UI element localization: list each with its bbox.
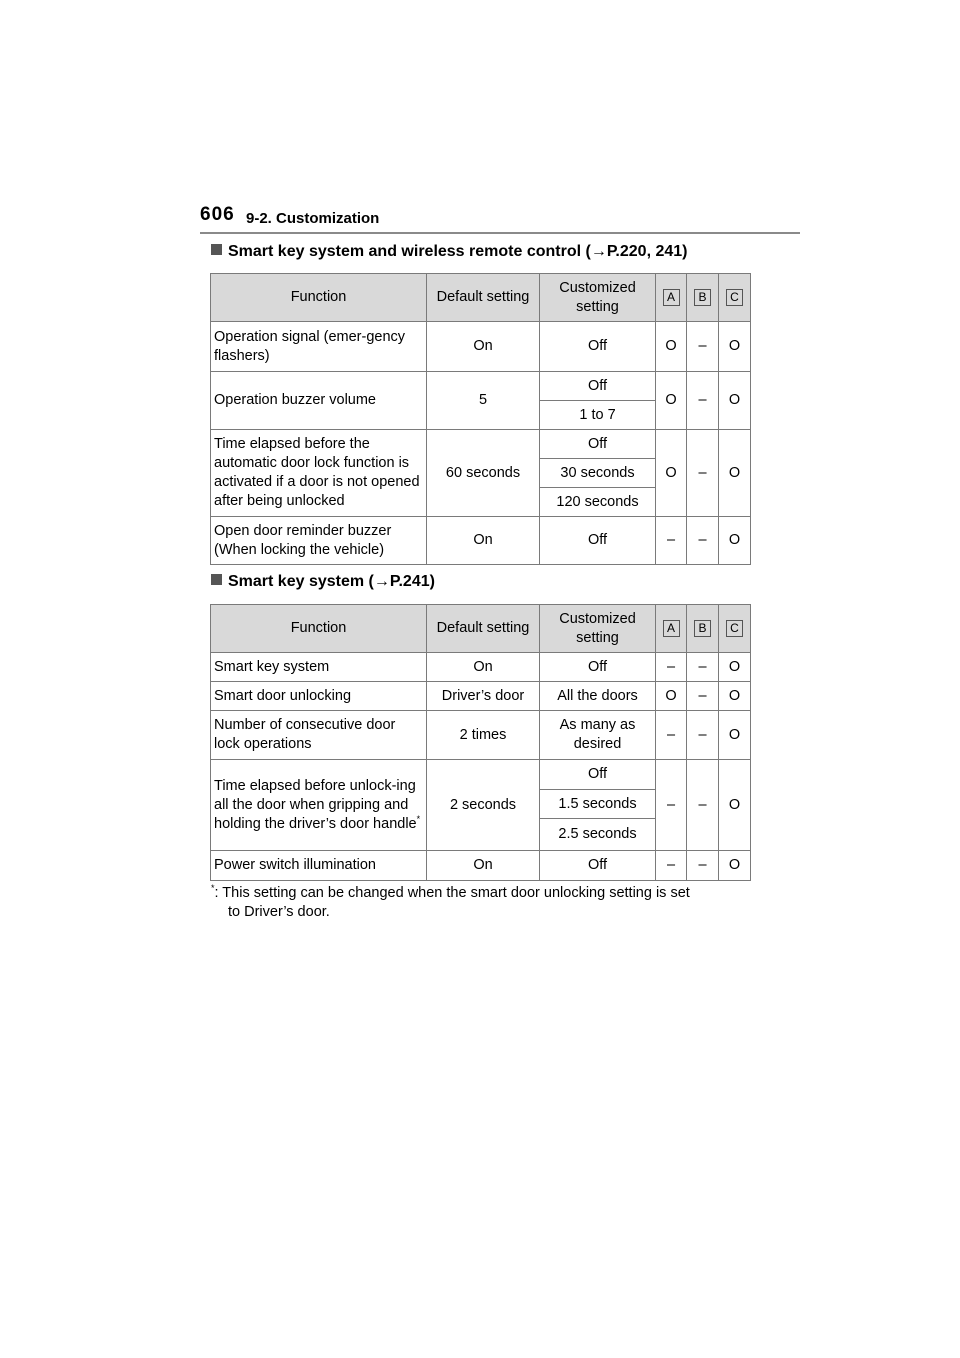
col-b xyxy=(687,274,719,322)
cell-function: Operation signal (emer-gency flashers) xyxy=(211,322,427,372)
section2-heading-text: Smart key system (→P.241) xyxy=(228,573,435,590)
cell-c: O xyxy=(719,760,751,851)
table-row xyxy=(211,517,751,565)
cell-a: O xyxy=(656,682,687,711)
col-custom: Customized setting xyxy=(540,274,656,322)
cell-default: On xyxy=(427,851,540,881)
cell-a: O xyxy=(656,372,687,430)
cell-a: – xyxy=(656,653,687,682)
col-c xyxy=(719,605,751,653)
cell-custom: Off xyxy=(540,322,656,372)
col-b xyxy=(687,605,719,653)
cell-a: O xyxy=(656,430,687,517)
cell-c: O xyxy=(719,711,751,760)
cell-custom: As many as desired xyxy=(540,711,656,760)
cell-c: O xyxy=(719,430,751,517)
cell-b: – xyxy=(687,517,719,565)
cell-custom: 120 seconds xyxy=(540,488,656,517)
letter-a-icon: A xyxy=(663,289,680,306)
col-default: Default setting xyxy=(427,605,540,653)
cell-default: 2 seconds xyxy=(427,760,540,851)
cell-c: O xyxy=(719,322,751,372)
section2-heading xyxy=(211,573,435,591)
page-number: 606 xyxy=(200,204,235,225)
footnote-text: : This setting can be changed when the smart door unlocking setting is set xyxy=(214,885,690,901)
cell-function xyxy=(211,760,427,851)
table-smart-key-wireless xyxy=(210,273,751,565)
cell-custom: All the doors xyxy=(540,682,656,711)
cell-default: 5 xyxy=(427,372,540,430)
table-header-row xyxy=(211,605,751,653)
col-c xyxy=(719,274,751,322)
cell-default: On xyxy=(427,322,540,372)
square-bullet-icon xyxy=(211,574,222,585)
square-bullet-icon xyxy=(211,244,222,255)
cell-default: 60 seconds xyxy=(427,430,540,517)
table-row xyxy=(211,430,751,459)
cell-function: Open door reminder buzzer (When locking the vehicle) xyxy=(211,517,427,565)
col-default: Default setting xyxy=(427,274,540,322)
col-function: Function xyxy=(211,605,427,653)
cell-b: – xyxy=(687,760,719,851)
cell-c: O xyxy=(719,372,751,430)
cell-a: – xyxy=(656,711,687,760)
cell-c: O xyxy=(719,517,751,565)
cell-custom: Off xyxy=(540,372,656,401)
table-row xyxy=(211,372,751,401)
col-custom: Customized setting xyxy=(540,605,656,653)
cell-custom: 2.5 seconds xyxy=(540,819,656,851)
letter-a-icon: A xyxy=(663,620,680,637)
footnote-text-continued: to Driver’s door. xyxy=(228,904,330,920)
cell-b: – xyxy=(687,711,719,760)
cell-default: Driver’s door xyxy=(427,682,540,711)
col-function: Function xyxy=(211,274,427,322)
footnote xyxy=(211,884,751,922)
cell-a: – xyxy=(656,760,687,851)
cell-b: – xyxy=(687,682,719,711)
section1-heading-text: Smart key system and wireless remote control (→P.220, 241) xyxy=(228,243,688,260)
cell-function: Smart door unlocking xyxy=(211,682,427,711)
cell-b: – xyxy=(687,653,719,682)
cell-c: O xyxy=(719,682,751,711)
cell-custom: 1 to 7 xyxy=(540,401,656,430)
cell-custom: Off xyxy=(540,430,656,459)
cell-custom: Off xyxy=(540,517,656,565)
table-smart-key-system xyxy=(210,604,751,881)
cell-function: Operation buzzer volume xyxy=(211,372,427,430)
table-row xyxy=(211,322,751,372)
cell-default: On xyxy=(427,517,540,565)
table-row xyxy=(211,760,751,790)
col-a xyxy=(656,274,687,322)
cell-custom: Off xyxy=(540,760,656,790)
table-header-row xyxy=(211,274,751,322)
table-row xyxy=(211,682,751,711)
cell-function: Number of consecutive door lock operations xyxy=(211,711,427,760)
footnote-mark: * xyxy=(416,813,421,824)
cell-function-text: Time elapsed before unlock-ing all the door when gripping and holding the driver’s door handle xyxy=(214,777,417,832)
cell-a: – xyxy=(656,517,687,565)
cell-b: – xyxy=(687,851,719,881)
table-row xyxy=(211,711,751,760)
cell-function: Smart key system xyxy=(211,653,427,682)
header-rule xyxy=(200,232,800,234)
cell-custom: Off xyxy=(540,851,656,881)
table-row xyxy=(211,653,751,682)
table-row xyxy=(211,851,751,881)
letter-b-icon: B xyxy=(694,289,711,306)
cell-function: Power switch illumination xyxy=(211,851,427,881)
cell-default: 2 times xyxy=(427,711,540,760)
section-title: 9-2. Customization xyxy=(246,210,380,227)
cell-b: – xyxy=(687,430,719,517)
cell-default: On xyxy=(427,653,540,682)
letter-b-icon: B xyxy=(694,620,711,637)
cell-b: – xyxy=(687,372,719,430)
cell-custom: 1.5 seconds xyxy=(540,790,656,819)
cell-a: O xyxy=(656,322,687,372)
section1-heading xyxy=(211,243,687,261)
cell-a: – xyxy=(656,851,687,881)
footnote-mark: * xyxy=(211,883,215,894)
cell-custom: Off xyxy=(540,653,656,682)
letter-c-icon: C xyxy=(726,620,743,637)
cell-c: O xyxy=(719,653,751,682)
cell-c: O xyxy=(719,851,751,881)
cell-function: Time elapsed before the automatic door lock function is activated if a door is not opened after being unlocked xyxy=(211,430,427,517)
cell-b: – xyxy=(687,322,719,372)
cell-custom: 30 seconds xyxy=(540,459,656,488)
letter-c-icon: C xyxy=(726,289,743,306)
col-a xyxy=(656,605,687,653)
